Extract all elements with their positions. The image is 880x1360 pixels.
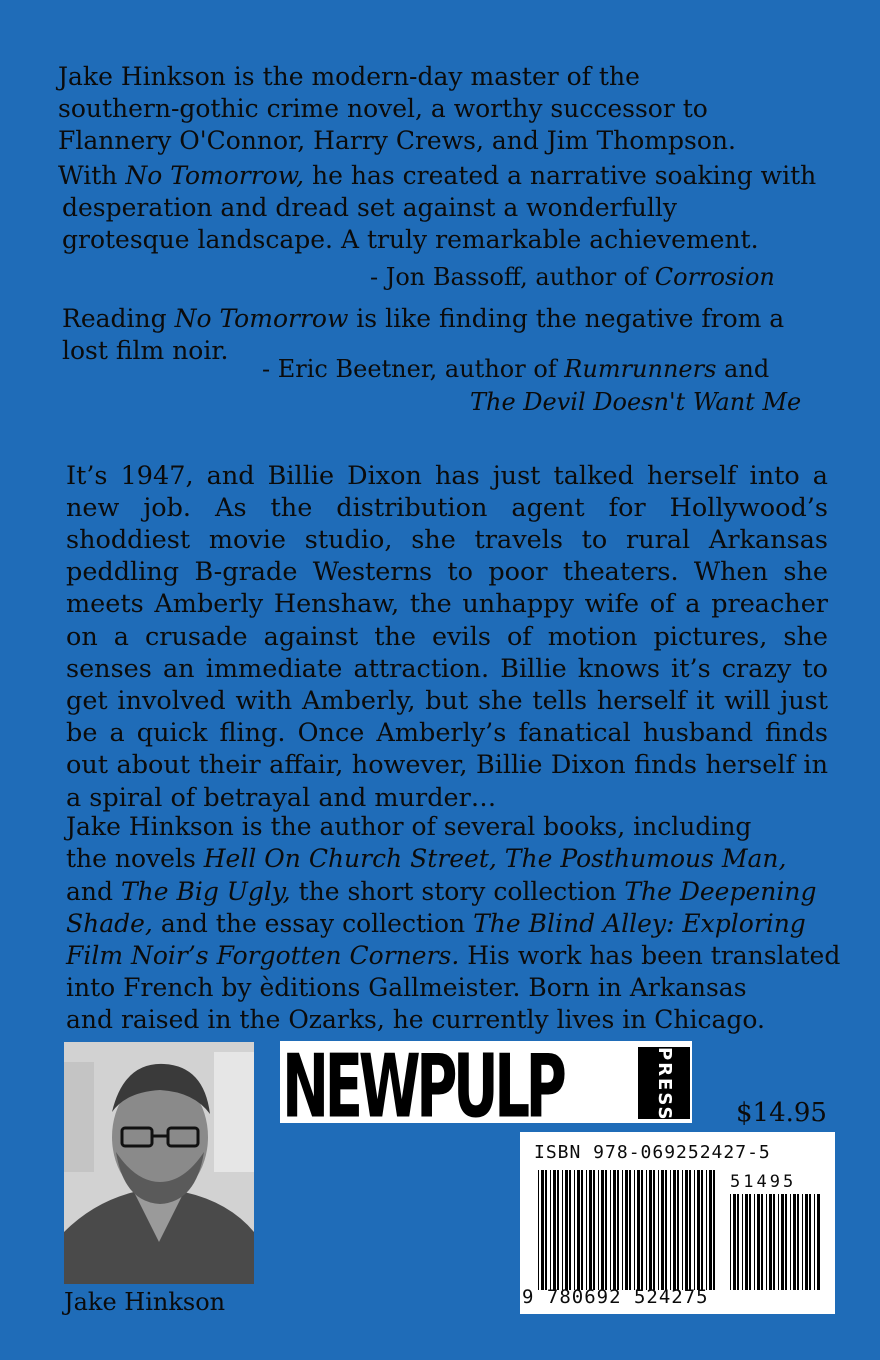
- barcode-bar: [737, 1194, 739, 1290]
- barcode-bar: [593, 1170, 595, 1290]
- bio-line2: the novels Hell On Church Street, The Posthumous Man,: [66, 844, 787, 873]
- barcode-bar: [545, 1170, 547, 1290]
- barcode-panel: [520, 1132, 835, 1314]
- barcode-bar: [790, 1194, 791, 1290]
- praise1-line2: southern-gothic crime novel, a worthy successor to: [58, 94, 708, 123]
- barcode-bar: [733, 1194, 736, 1290]
- barcode-bar: [613, 1170, 616, 1290]
- barcode-bar: [625, 1170, 628, 1290]
- barcode-bar: [601, 1170, 604, 1290]
- barcode-bar: [673, 1170, 676, 1290]
- praise1-line1: Jake Hinkson is the modern-day master of the: [58, 62, 640, 91]
- praise2-attribution-title: The Devil Doesn't Want Me: [470, 388, 802, 416]
- barcode-bar: [557, 1170, 559, 1290]
- barcode-bar: [538, 1170, 539, 1290]
- barcode-bar: [685, 1170, 688, 1290]
- barcode-bar: [670, 1170, 671, 1290]
- praise1-attribution: - Jon Bassoff, author of Corrosion: [370, 263, 775, 291]
- praise2-line2: lost film noir.: [62, 336, 229, 365]
- barcode-bar: [665, 1170, 667, 1290]
- author-caption: Jake Hinkson: [64, 1288, 226, 1316]
- praise2-line1: Reading No Tomorrow is like finding the negative from a: [62, 304, 785, 333]
- barcode-bar: [785, 1194, 787, 1290]
- barcode-bar: [677, 1170, 679, 1290]
- barcode-bar: [610, 1170, 611, 1290]
- barcode-bar: [589, 1170, 592, 1290]
- barcode-bar: [653, 1170, 655, 1290]
- barcode-bar: [802, 1194, 803, 1290]
- barcode-bar: [574, 1170, 575, 1290]
- barcode-bar: [742, 1194, 743, 1290]
- barcode-bar: [766, 1194, 767, 1290]
- barcode-bar: [605, 1170, 607, 1290]
- barcode-bar: [541, 1170, 544, 1290]
- book-title: No Tomorrow,: [125, 161, 305, 190]
- bio-line4: Shade, and the essay collection The Blind Alley: Exploring: [66, 909, 806, 938]
- barcode-bar: [569, 1170, 571, 1290]
- author-photo: [64, 1042, 254, 1284]
- barcode-bar: [586, 1170, 587, 1290]
- barcode-bar: [649, 1170, 652, 1290]
- barcode-bar: [814, 1194, 815, 1290]
- synopsis: It’s 1947, and Billie Dixon has just talked herself into a new job. As the distribution agent for Hollywood’s shoddiest movie studio, she travels to rural Arkansas peddling B-grade Westerns to poor theaters. When she meets Amberly Henshaw, the unhappy wife of a preacher on a crusade against the evils of motion pictures, she senses an immediate attraction. Billie knows it’s crazy to get involved with Amberly, but she tells herself it will just be a quick fling. Once Amberly’s fanatical husband finds out about their affair, however, Billie Dixon finds herself in a spiral of betrayal and murder…: [66, 460, 828, 813]
- barcode-bars: [538, 1170, 718, 1290]
- barcode-bar: [730, 1194, 731, 1290]
- barcode-bar: [754, 1194, 755, 1290]
- barcode-bar: [793, 1194, 796, 1290]
- barcode-bar: [709, 1170, 712, 1290]
- barcode-bar: [773, 1194, 775, 1290]
- barcode-bar: [745, 1194, 748, 1290]
- barcode-bar: [761, 1194, 763, 1290]
- barcode-bar: [661, 1170, 664, 1290]
- barcode-bar: [689, 1170, 691, 1290]
- barcode-bar: [706, 1170, 707, 1290]
- barcode-bar: [817, 1194, 820, 1290]
- isbn-text: ISBN 978-069252427-5: [534, 1142, 771, 1163]
- barcode-bar: [769, 1194, 772, 1290]
- logo-main-text: NEWPULP: [282, 1041, 563, 1123]
- barcode-bar: [641, 1170, 643, 1290]
- addon-barcode-bars: [730, 1194, 822, 1290]
- praise1-line6: grotesque landscape. A truly remarkable achievement.: [62, 225, 759, 254]
- barcode-bar: [577, 1170, 580, 1290]
- barcode-bar: [809, 1194, 811, 1290]
- barcode-bar: [778, 1194, 779, 1290]
- barcode-bar: [805, 1194, 808, 1290]
- barcode-bar: [550, 1170, 551, 1290]
- barcode-bar: [617, 1170, 619, 1290]
- praise1-line5: desperation and dread set against a wonderfully: [62, 193, 677, 222]
- barcode-bar: [646, 1170, 647, 1290]
- praise2-attribution: - Eric Beetner, author of Rumrunners and: [262, 355, 770, 383]
- author-portrait-icon: [64, 1042, 254, 1284]
- barcode-bar: [622, 1170, 623, 1290]
- bio-line3: and The Big Ugly, the short story collection The Deepening: [66, 877, 817, 906]
- bio-line5: Film Noir’s Forgotten Corners. His work has been translated: [66, 941, 841, 970]
- barcode-bar: [553, 1170, 556, 1290]
- barcode-bar: [598, 1170, 599, 1290]
- barcode-bar: [694, 1170, 695, 1290]
- barcode-bar: [634, 1170, 635, 1290]
- bio-line6: into French by èditions Gallmeister. Born in Arkansas: [66, 973, 747, 1002]
- barcode-bar: [749, 1194, 751, 1290]
- logo-side-text: PRESS: [638, 1047, 690, 1119]
- price: $14.95: [736, 1098, 827, 1128]
- praise1-line4: With No Tomorrow, he has created a narrative soaking with: [58, 161, 817, 190]
- barcode-bar: [581, 1170, 583, 1290]
- barcode-bar: [562, 1170, 563, 1290]
- barcode-digits: 9 780692 524275: [522, 1286, 709, 1308]
- bio-line1: Jake Hinkson is the author of several books, including: [66, 812, 752, 841]
- barcode-bar: [713, 1170, 715, 1290]
- bio-line7: and raised in the Ozarks, he currently lives in Chicago.: [66, 1005, 765, 1034]
- barcode-bar: [701, 1170, 703, 1290]
- publisher-logo: [280, 1041, 692, 1123]
- barcode-bar: [797, 1194, 799, 1290]
- barcode-bar: [658, 1170, 659, 1290]
- price-code-text: 51495: [730, 1172, 797, 1192]
- praise1-line3: Flannery O'Connor, Harry Crews, and Jim Thompson.: [58, 126, 736, 155]
- barcode-bar: [565, 1170, 568, 1290]
- barcode-bar: [682, 1170, 683, 1290]
- barcode-bar: [637, 1170, 640, 1290]
- barcode-bar: [629, 1170, 631, 1290]
- barcode-bar: [757, 1194, 760, 1290]
- barcode-bar: [781, 1194, 784, 1290]
- barcode-bar: [697, 1170, 700, 1290]
